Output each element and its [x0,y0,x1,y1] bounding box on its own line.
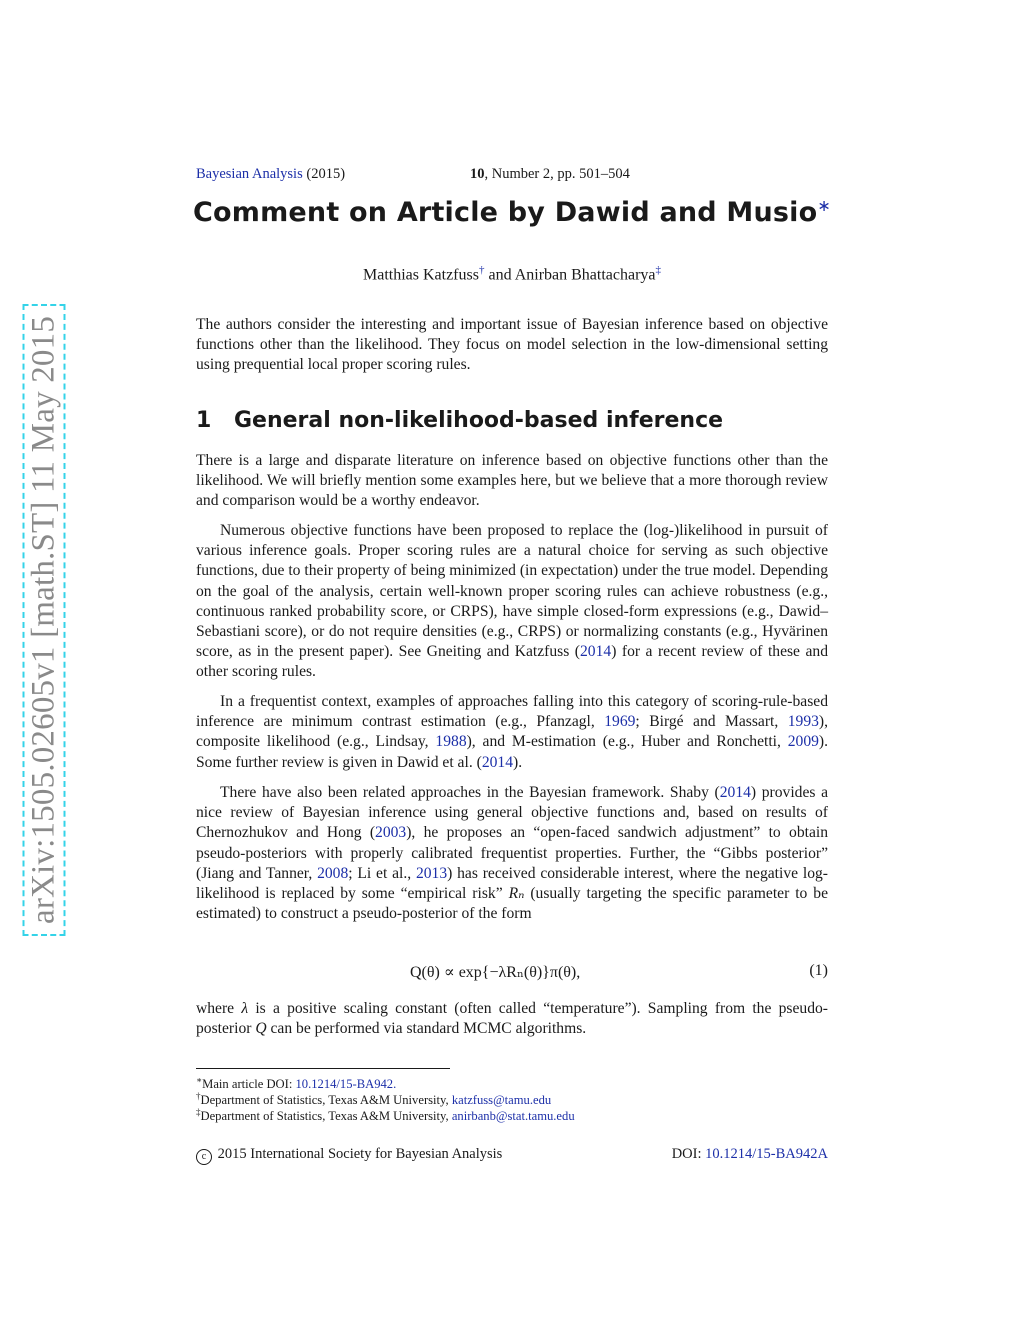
running-head [196,166,656,183]
paragraph-4-text [196,783,828,924]
citation-link[interactable]: 2003 [375,824,407,842]
math-q: Q [255,1020,267,1038]
citation-link[interactable]: 2014 [481,753,513,771]
citation-link[interactable]: 2014 [719,784,751,801]
citation-link[interactable]: 2013 [415,864,448,882]
p3-text-5: ). Some further review is given in Dawid et al. ( [196,733,829,771]
email-link[interactable]: katzfuss@tamu.edu [451,1093,552,1108]
email-link[interactable]: anirbanb@stat.tamu.edu [451,1109,575,1124]
paragraph-4 [196,783,828,924]
p4-text-6: (usually targeting the specific parameter to be estimated) to construct a pseudo-posterior of the form [196,885,828,923]
p4-text-5: ) has received considerable interest, where the negative log-likelihood is replaced by some “empirical risk” [196,864,828,903]
equation-number: (1) [809,962,828,979]
paragraph-5-text [196,999,828,1039]
title-footnote-mark[interactable]: ∗ [817,196,831,215]
citation-link[interactable]: 2008 [317,864,349,882]
footnote-mark: ∗ [196,1075,203,1085]
p4-text-1: There have also been related approaches in the Bayesian framework. Shaby ( [220,784,720,801]
footnote-text: Main article DOI: [202,1077,296,1092]
p3-text-4: ), and M-estimation (e.g., Huber and Ronchetti, [466,733,788,751]
volume-info [470,166,630,183]
p3-text-1: In a frequentist context, examples of approaches falling into this category of scoring-rule-based inference are minimum contrast estimation (e.g., Pfanzagl, [196,693,828,731]
paragraph-1-text: There is a large and disparate literature on inference based on objective functions other than the likelihood. We will briefly mention some examples here, but we believe that a more thorough review and comparison would be a worthy endeavor. [196,452,828,510]
citation-link[interactable]: 1988 [435,733,467,751]
p3-text-2: ; Birgé and Massart, [635,713,788,731]
p5-text-3: can be performed via standard MCMC algorithms. [266,1020,587,1038]
math-lambda: λ [241,1000,249,1017]
paragraph-1 [196,451,828,512]
author-1-mark[interactable]: † [478,264,485,276]
p2-text-1: Numerous objective functions have been proposed to replace the (log-)likelihood in pursuit of various inference goals. Proper scoring rules are a natural choice for serving as such objective functions, due to their property of being minimized (in expectation) under the true model. Depending on the goal of the analysis, certain well-known proper scoring rules can achieve robustness (e.g., continuous ranked probability score, or CRPS), have simple closed-form expressions (e.g., Dawid–Sebastiani score), or do not require densities (e.g., CRPS) or normalizing constants (e.g., Hyvärinen score, as in the present paper). See Gneiting and Katzfuss ( [196,522,828,661]
paragraph-5 [196,999,828,1039]
citation-link[interactable]: 1993 [787,713,819,731]
author-2: Anirban Bhattacharya [514,266,656,284]
issue-pages: , Number 2, pp. 501–504 [484,166,630,182]
section-heading [196,408,828,433]
paper-title [0,196,1024,228]
citation-link[interactable]: 2009 [787,733,819,751]
footer-doi [672,1146,828,1163]
equation-expression: Q(θ) ∝ exp{−λRₙ(θ)}π(θ), [410,964,581,981]
citation-link[interactable]: 1969 [604,713,636,731]
paragraph-2-text [196,521,828,683]
authors-and: and [484,266,515,284]
abstract [196,315,828,376]
p4-text-4: ; Li et al., [348,864,416,882]
doi-label: DOI: [671,1146,706,1162]
footnote-3 [196,1104,575,1125]
p5-text-1: where [196,1000,242,1017]
p4-text-2: ) provides a nice review of Bayesian inference using general objective functions and, based on results of Chernozhukov and Hong ( [196,784,828,842]
author-1: Matthias Katzfuss [362,266,479,284]
footnote-doi-link[interactable]: 10.1214/15-BA942. [295,1077,397,1092]
journal-year: (2015) [306,166,346,182]
arxiv-side-stamp: arXiv:1505.02605v1 [math.ST] 11 May 2015 [23,304,66,936]
volume-number: 10 [470,166,485,182]
math-rn: Rₙ [508,885,525,903]
doi-link[interactable]: 10.1214/15-BA942A [705,1146,828,1162]
p4-text-3: ), he proposes an “open-faced sandwich adjustment” to obtain pseudo-posteriors with properly calibrated frequentist properties. Further, the “Gibbs posterior” (Jiang and Tanner, [196,824,828,882]
abstract-text: The authors consider the interesting and important issue of Bayesian inference based on objective functions other than the likelihood. They focus on model selection in the low-dimensional setting using prequential local proper scoring rules. [196,316,828,374]
p3-text-3: ), composite likelihood (e.g., Lindsay, [196,713,828,751]
title-text: Comment on Article by Dawid and Musio [192,197,818,228]
copyright-text: 2015 International Society for Bayesian Analysis [214,1146,503,1162]
paragraph-2 [196,521,828,683]
footnote-text: Department of Statistics, Texas A&M University, [200,1109,452,1124]
footnote-text: Department of Statistics, Texas A&M University, [200,1093,452,1108]
p5-text-2: is a positive scaling constant (often called “temperature”). Sampling from the pseudo-posterior [196,1000,828,1038]
paragraph-3-text [196,692,828,773]
citation-link[interactable]: 2014 [580,643,612,661]
page-footer [196,1146,828,1165]
p3-text-6: ). [513,753,523,771]
section-number: 1 [196,408,212,433]
paragraph-3 [196,692,828,773]
section-title: General non-likelihood-based inference [234,408,724,433]
p2-text-2: ) for a recent review of these and other scoring rules. [196,643,828,681]
footnote-mark: ‡ [196,1107,201,1117]
copyright-icon: c [196,1149,212,1165]
journal-link[interactable]: Bayesian Analysis [196,166,303,182]
authors [0,264,1024,284]
footnote-rule [196,1068,450,1069]
author-2-mark[interactable]: ‡ [655,264,662,276]
footnote-mark: † [196,1091,201,1101]
